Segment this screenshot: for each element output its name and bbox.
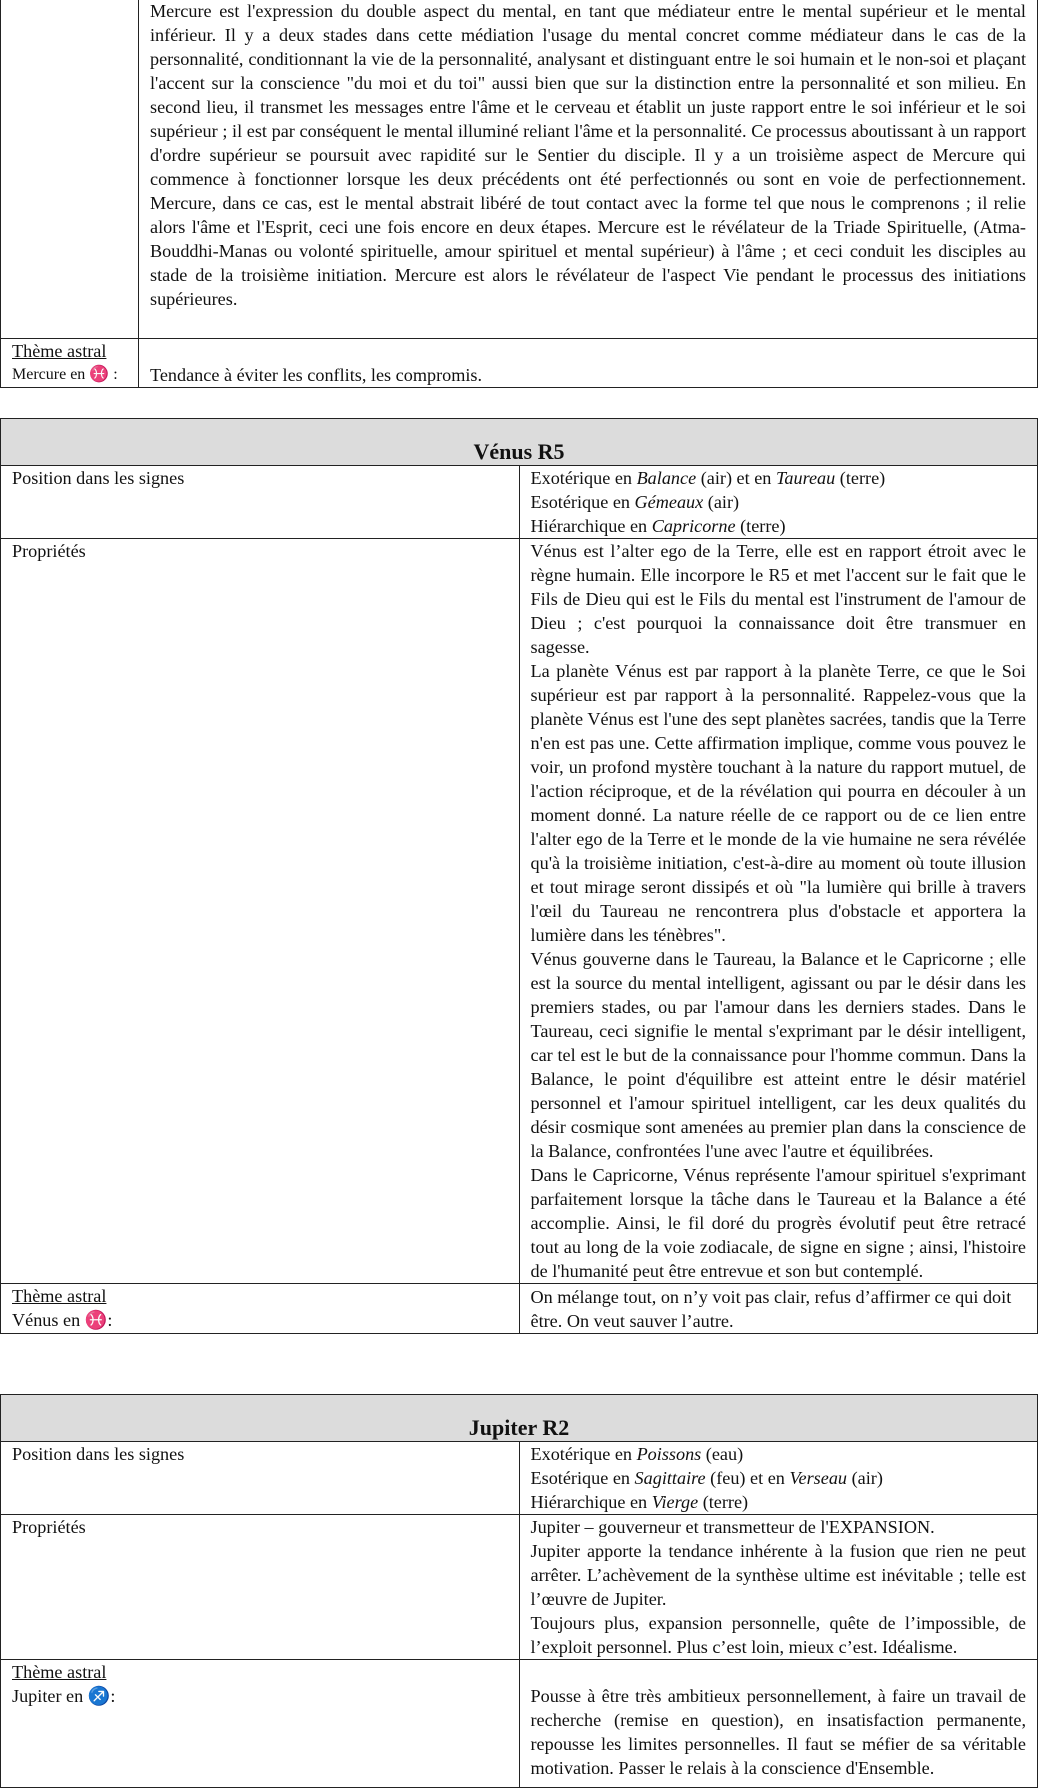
mercure-table [0, 0, 1038, 388]
jupiter-theme-cell [1, 1660, 520, 1788]
jupiter-properties [519, 1515, 1038, 1660]
venus-theme-label: Thème astral [12, 1286, 107, 1306]
venus-paragraph: Vénus est l’alter ego de la Terre, elle est en rapport étroit avec le règne humain. Elle incorpore le R5 et met l'accent sur le fait que le Fils de Dieu qui est le Fils du mental est l'instrument de l'amour de Dieu ; c'est pourquoi la connaissance doit être transmuer en sagesse. [530, 541, 1026, 657]
venus-paragraph: Vénus gouverne dans le Taureau, la Balance et le Capricorne ; elle est la source du mental intelligent, agissant ou par le désir dans les premiers stades, ou par l'amour dans les derniers stades. Dans le Taureau, ceci signifie le mental s'exprimant par le désir intelligent, car tel est le but de la connaissance pour l'homme commun. Dans la Balance, le point d'équilibre est atteint entre le désir matériel personnel et l'amour spirituel intelligent, car les deux qualités du désir cosmique sont amenées au premier plan dans la conscience de la Balance, confrontées l'une avec l'autre et équilibrées. [530, 949, 1026, 1161]
jupiter-properties-label: Propriétés [1, 1515, 520, 1660]
venus-position-label: Position dans les signes [1, 466, 520, 539]
jupiter-theme-sub: Jupiter en ♐: [12, 1686, 116, 1706]
mercure-properties-label-cell [1, 0, 139, 339]
venus-theme-cell [1, 1284, 520, 1334]
jupiter-paragraph: Jupiter apporte la tendance inhérente à la fusion que rien ne peut arrêter. L’achèvement de la synthèse ultime est inévitable ; telle est l’œuvre de Jupiter. [530, 1541, 1026, 1609]
venus-properties [519, 539, 1038, 1284]
jupiter-paragraph: Toujours plus, expansion personnelle, quête de l’impossible, de l’exploit personnel. Plus c’est loin, mieux c’est. Idéalisme. [530, 1613, 1026, 1657]
mercure-theme-text: Tendance à éviter les conflits, les compromis. [139, 339, 1038, 388]
venus-position-line: Hiérarchique en Capricorne (terre) [530, 516, 786, 536]
jupiter-theme-label: Thème astral [12, 1662, 107, 1682]
jupiter-position-label: Position dans les signes [1, 1442, 520, 1515]
venus-title: Vénus R5 [1, 419, 1038, 466]
venus-positions [519, 466, 1038, 539]
venus-position-line: Exotérique en Balance (air) et en Taureau (terre) [530, 468, 886, 488]
jupiter-positions [519, 1442, 1038, 1515]
jupiter-position-line: Exotérique en Poissons (eau) [530, 1444, 744, 1464]
jupiter-table [0, 1394, 1038, 1788]
venus-theme-text: On mélange tout, on n’y voit pas clair, refus d’affirmer ce qui doit être. On veut sauver l’autre. [519, 1284, 1038, 1334]
venus-table [0, 418, 1038, 1334]
jupiter-paragraph: Jupiter – gouverneur et transmetteur de l'EXPANSION. [530, 1517, 935, 1537]
venus-paragraph: Dans le Capricorne, Vénus représente l'amour spirituel s'exprimant parfaitement lorsque la tâche dans le Taureau et la Balance a été accomplie. Ainsi, le fil doré du progrès évolutif peut être retracé tout au long de la voie zodiacale, de signe en signe ; ainsi, l'histoire de l'humanité peut être entrevue et son but contemplé. [530, 1165, 1026, 1281]
mercure-properties-text: Mercure est l'expression du double aspect du mental, en tant que médiateur entre le mental supérieur et le mental inférieur. Il y a deux stades dans cette médiation l'usage du mental concret comme médiateur dans le cas de la personnalité, conditionnant la vie de la personnalité, analysant et distinguant entre le soi humain et le non-soi et plaçant l'accent sur la conscience "du moi et du toi" aussi bien que sur la distinction entre la personnalité et son milieu. En second lieu, il transmet les messages entre l'âme et le cerveau et établit un juste rapport entre le soi inférieur et le soi supérieur ; il est par conséquent le mental illuminé reliant l'âme et la personnalité. Ce processus aboutissant à un rapport d'ordre supérieur se poursuit avec rapidité sur le Sentier du disciple. Il y a un troisième aspect de Mercure qui commence à fonctionner lorsque les deux précédents ont été perfectionnés ou sont en voie de perfectionnement. Mercure, dans ce cas, est le mental abstrait libéré de tout contact avec la forme tel que nous le comprenons ; il relie alors l'âme et l'Esprit, ceci une fois encore en deux étapes. Mercure est le révélateur de la Triade Spirituelle, (Atma-Bouddhi-Manas ou volonté spirituelle, amour spirituel et mental supérieur) à l'âme ; et ceci conduit les disciples au stade de la troisième initiation. Mercure est alors le révélateur de l'aspect Vie pendant le processus des initiations supérieures. [139, 0, 1038, 339]
mercure-theme-sub: Mercure en ♓ : [12, 366, 118, 383]
venus-position-line: Esotérique en Gémeaux (air) [530, 492, 740, 512]
mercure-theme-cell [1, 339, 139, 388]
jupiter-title: Jupiter R2 [1, 1395, 1038, 1442]
jupiter-theme-text: Pousse à être très ambitieux personnellement, à faire un travail de recherche (remise en question), en insatisfaction permanente, repousse les limites personnelles. Il faut se méfier de sa véritable motivation. Passer le relais à la conscience d'Ensemble. [519, 1660, 1038, 1788]
jupiter-position-line: Hiérarchique en Vierge (terre) [530, 1492, 749, 1512]
venus-theme-sub: Vénus en ♓: [12, 1310, 113, 1330]
jupiter-position-line: Esotérique en Sagittaire (feu) et en Verseau (air) [530, 1468, 883, 1488]
venus-paragraph: La planète Vénus est par rapport à la planète Terre, ce que le Soi supérieur est par rapport à la personnalité. Rappelez-vous que la planète Vénus est l'une des sept planètes sacrées, tandis que la Terre n'en est pas une. Cette affirmation implique, comme vous pouvez le voir, un profond mystère touchant à la nature du rapport mutuel, de l'action réciproque, et de la révélation qui pourra en découler à un moment donné. La nature réelle de ce rapport ou de ce lien entre l'alter ego de la Terre et le monde de la vie humaine ne sera révélée qu'à la troisième initiation, c'est-à-dire au moment où toute illusion et tout mirage seront dissipés et où "la lumière qui brille à travers l'œil du Taureau ne rencontrera plus d'obstacle et apportera la lumière dans les ténèbres". [530, 661, 1026, 945]
venus-properties-label: Propriétés [1, 539, 520, 1284]
mercure-theme-label: Thème astral [12, 341, 107, 361]
